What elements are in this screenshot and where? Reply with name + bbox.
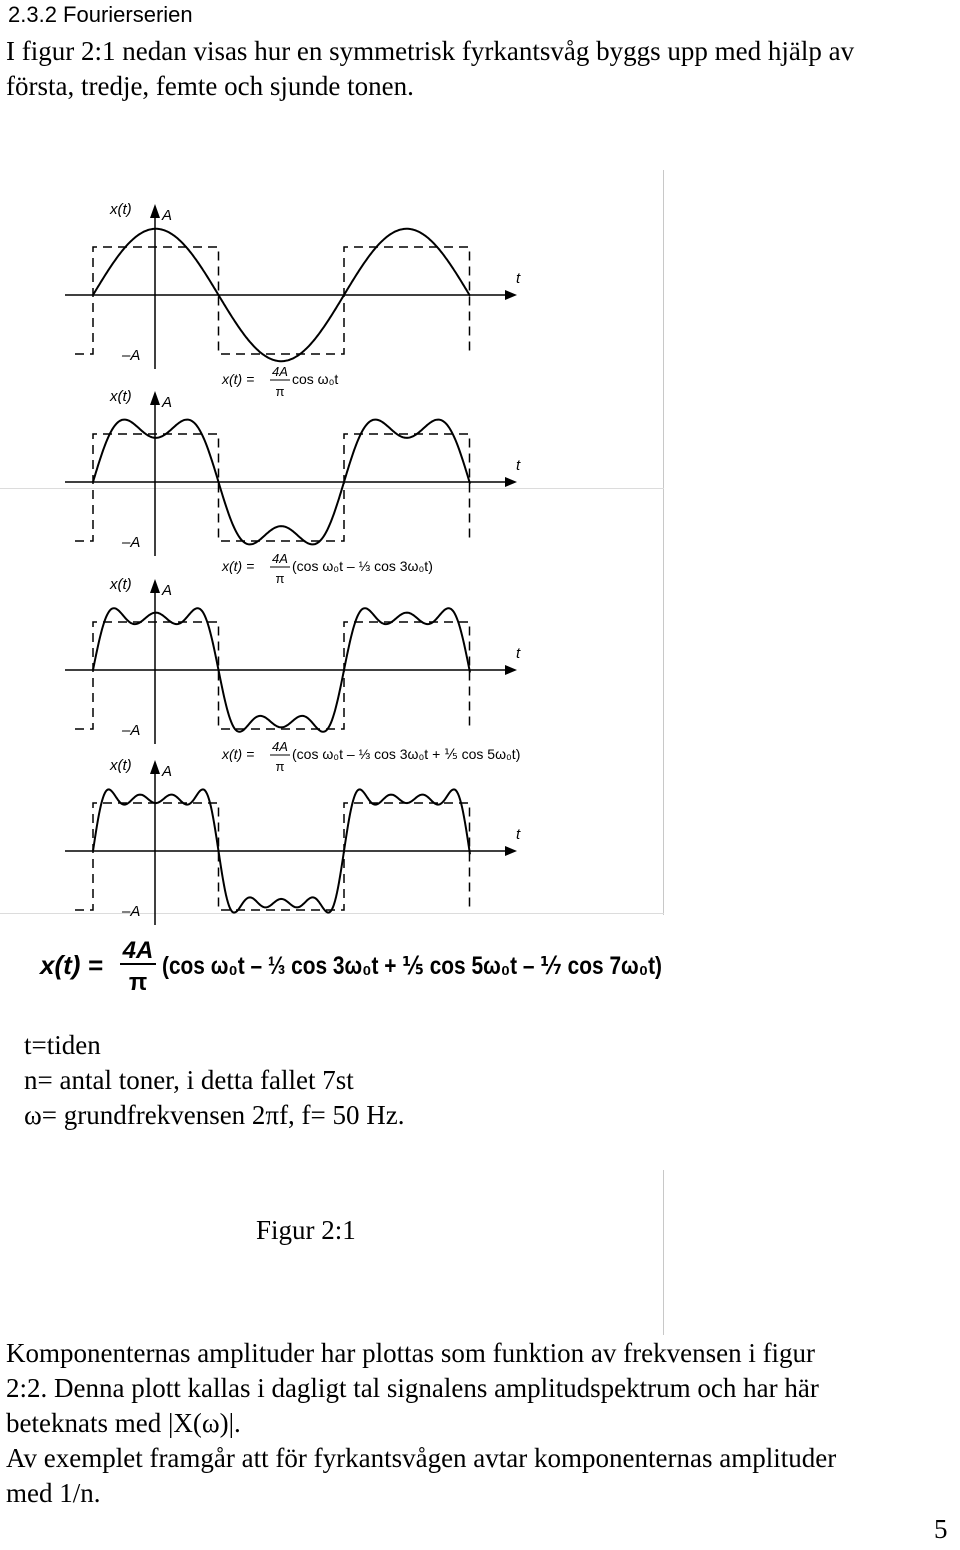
y-axis-label: x(t)	[110, 388, 132, 405]
square-wave	[75, 622, 470, 729]
square-wave	[75, 803, 470, 910]
y-axis-label: x(t)	[110, 576, 132, 593]
level-minus-a-label: –A	[122, 347, 141, 364]
amplitude-axis-arrow	[150, 579, 160, 593]
x-axis-label: t	[516, 270, 521, 287]
figure-caption: Figur 2:1	[256, 1215, 356, 1245]
body-line-4: Av exemplet framgår att för fyrkantsvågen avtar komponenternas amplituder	[6, 1443, 837, 1473]
level-minus-a-label: –A	[122, 903, 141, 920]
intro-line-2: första, tredje, femte och sjunde tonen.	[6, 71, 414, 101]
body-line-1: Komponenternas amplituder har plottas som funktion av frekvensen i figur	[6, 1338, 816, 1368]
level-a-label: A	[162, 394, 173, 411]
amplitude-axis-arrow	[150, 391, 160, 405]
panel-formula-rest: (cos ω₀t – ⅓ cos 3ω₀t)	[292, 558, 433, 574]
def-omega: ω= grundfrekvensen 2πf, f= 50 Hz.	[24, 1100, 405, 1130]
y-axis-label: x(t)	[110, 201, 132, 218]
def-t: t=tiden	[24, 1030, 101, 1060]
time-axis-arrow	[505, 477, 517, 487]
panel-formula-lhs: x(t) =	[222, 371, 255, 387]
final-formula-den: π	[128, 969, 148, 996]
section-heading: 2.3.2 Fourierserien	[8, 2, 193, 27]
level-a-label: A	[162, 582, 173, 599]
body-line-2: 2:2. Denna plott kallas i dagligt tal signalens amplitudspektrum och har här	[6, 1373, 819, 1403]
time-axis-arrow	[505, 290, 517, 300]
final-formula-num: 4A	[122, 937, 154, 964]
fourier-figure	[0, 180, 670, 920]
level-a-label: A	[162, 207, 173, 224]
page-number: 5	[934, 1514, 948, 1544]
square-wave	[75, 247, 470, 354]
x-axis-label: t	[516, 826, 521, 843]
body-line-3: beteknats med |X(ω)|.	[6, 1408, 241, 1438]
time-axis-arrow	[505, 846, 517, 856]
def-n: n= antal toner, i detta fallet 7st	[24, 1065, 354, 1095]
amplitude-axis-arrow	[150, 204, 160, 218]
body-line-5: med 1/n.	[6, 1478, 101, 1508]
y-axis-label: x(t)	[110, 757, 132, 774]
panel-formula-num: 4A	[272, 551, 288, 566]
panel-formula-lhs: x(t) =	[222, 558, 255, 574]
x-axis-label: t	[516, 645, 521, 662]
final-formula-lhs: x(t) =	[40, 950, 103, 980]
level-a-label: A	[162, 763, 173, 780]
panel-formula-den: π	[275, 384, 285, 399]
intro-line-1: I figur 2:1 nedan visas hur en symmetrisk fyrkantsvåg byggs upp med hjälp av	[6, 36, 855, 66]
panel-formula-den: π	[275, 571, 285, 586]
panel-formula-num: 4A	[272, 739, 288, 754]
panel-formula-den: π	[275, 759, 285, 774]
final-formula	[40, 932, 680, 994]
panel-formula-num: 4A	[272, 364, 288, 379]
x-axis-label: t	[516, 457, 521, 474]
panel-formula-lhs: x(t) =	[222, 746, 255, 762]
level-minus-a-label: –A	[122, 722, 141, 739]
caption-border	[663, 1170, 664, 1335]
panel-formula-rest: cos ω₀t	[292, 371, 339, 387]
time-axis-arrow	[505, 665, 517, 675]
amplitude-axis-arrow	[150, 760, 160, 774]
final-formula-rest: (cos ω₀t – ⅓ cos 3ω₀t + ⅕ cos 5ω₀t – ⅐ cos 7ω₀t)	[162, 952, 662, 980]
square-wave	[75, 434, 470, 541]
level-minus-a-label: –A	[122, 534, 141, 551]
panel-formula-rest: (cos ω₀t – ⅓ cos 3ω₀t + ⅕ cos 5ω₀t)	[292, 746, 521, 762]
